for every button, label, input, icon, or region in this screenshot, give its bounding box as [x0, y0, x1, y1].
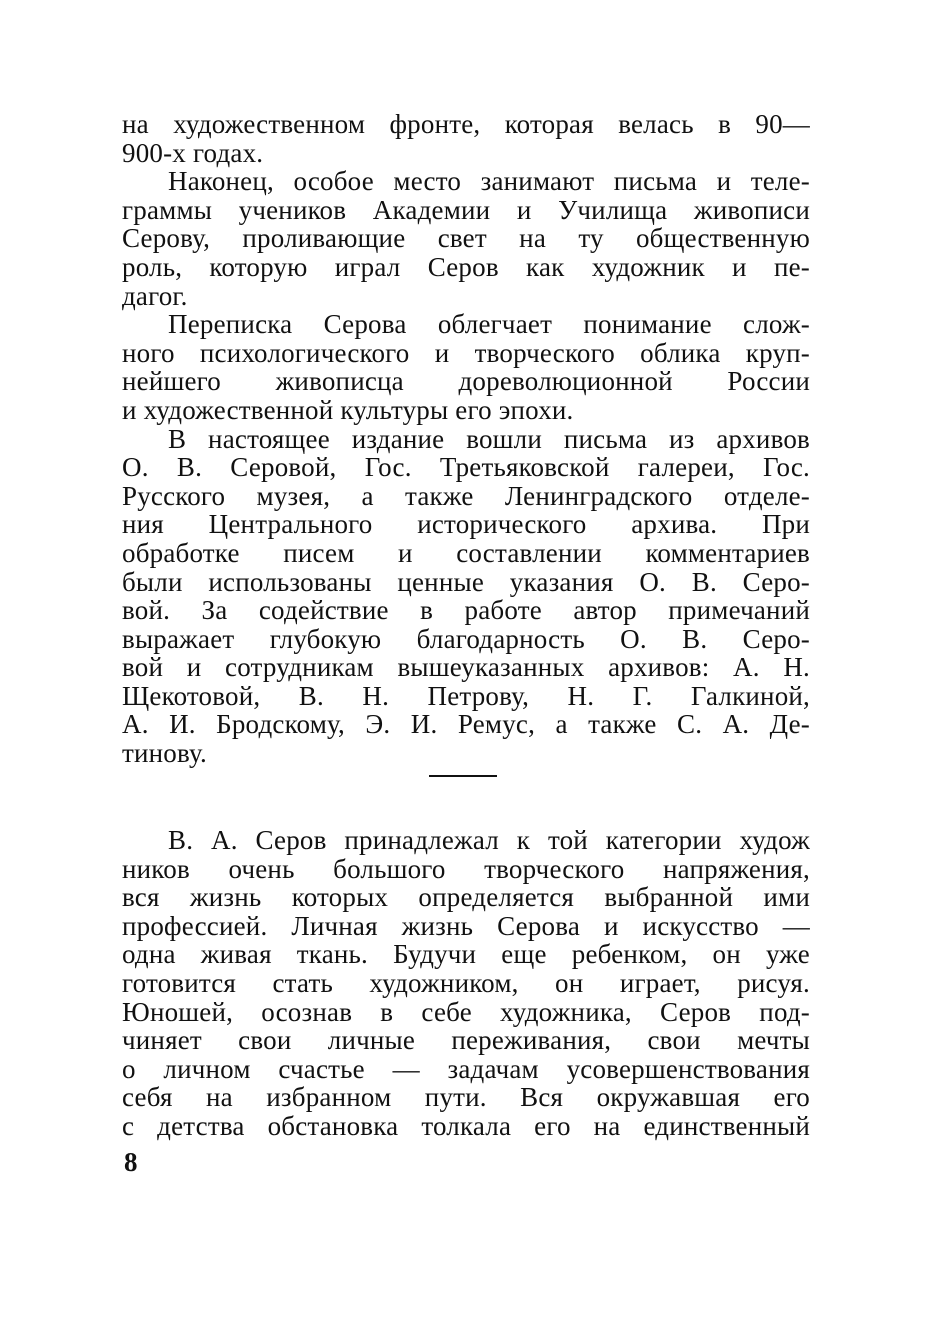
text-line: Наконец, особое место занимают письма и теле-: [168, 166, 810, 197]
text-line: нейшего живописца дореволюционной России: [122, 366, 810, 397]
text-line: тинову.: [122, 738, 207, 769]
text-line: Серову, проливающие свет на ту общественную: [122, 223, 810, 254]
text-line: были использованы ценные указания О. В. Серо-: [122, 566, 810, 597]
text-line: вся жизнь которых определяется выбранной ими: [122, 882, 810, 913]
text-line: Щекотовой, В. Н. Петрову, Н. Г. Галкиной,: [122, 680, 810, 711]
text-line: выражает глубокую благодарность О. В. Серо-: [122, 623, 810, 654]
text-line: с детства обстановка толкала его на единственный: [122, 1110, 810, 1141]
text-line: Юношей, осознав в себе художника, Серов под-: [122, 996, 810, 1027]
text-line: ников очень большого творческого напряжения,: [122, 853, 810, 884]
text-line: одна живая ткань. Будучи еще ребенком, он уже: [122, 939, 810, 970]
text-line: на художественном фронте, которая велась в 90—: [122, 109, 810, 139]
text-line: 900-х годах.: [122, 137, 264, 168]
text-line: вой и сотрудникам вышеуказанных архивов: А. Н.: [122, 652, 810, 683]
text-line: В. А. Серов принадлежал к той категории худож: [168, 825, 810, 855]
text-line: профессией. Личная жизнь Серова и искусство —: [122, 910, 810, 941]
text-line: и художественной культуры его эпохи.: [122, 394, 574, 425]
text-line: чиняет свои личные переживания, свои мечты: [122, 1025, 810, 1056]
text-line: Переписка Серова облегчает понимание слож-: [168, 309, 810, 340]
text-line: граммы учеников Академии и Училища живописи: [122, 194, 810, 225]
text-line: О. В. Серовой, Гос. Третьяковской галереи, Гос.: [122, 452, 810, 483]
text-line: вой. За содействие в работе автор примечаний: [122, 595, 810, 626]
text-line: А. И. Бродскому, Э. И. Ремус, а также С. А. Де-: [122, 709, 810, 740]
text-line: Русского музея, а также Ленинградского отделе-: [122, 480, 810, 511]
text-line: В настоящее издание вошли письма из архивов: [168, 423, 810, 454]
page-number: 8: [124, 1147, 138, 1177]
text-line: готовится стать художником, он играет, рисуя.: [122, 967, 810, 998]
text-line: о личном счастье — задачам усовершенствования: [122, 1053, 810, 1084]
text-line: обработке писем и составлении комментариев: [122, 537, 810, 568]
text-line: ния Центрального исторического архива. При: [122, 509, 810, 540]
text-line: ного психологического и творческого облика круп-: [122, 337, 810, 368]
text-block-preface: [122, 110, 810, 768]
text-line: дагог.: [122, 280, 188, 311]
section-separator: [429, 775, 497, 777]
text-line: себя на избранном пути. Вся окружавшая его: [122, 1082, 810, 1113]
text-line: роль, которую играл Серов как художник и пе-: [122, 251, 810, 282]
text-block-main: [122, 826, 810, 1141]
